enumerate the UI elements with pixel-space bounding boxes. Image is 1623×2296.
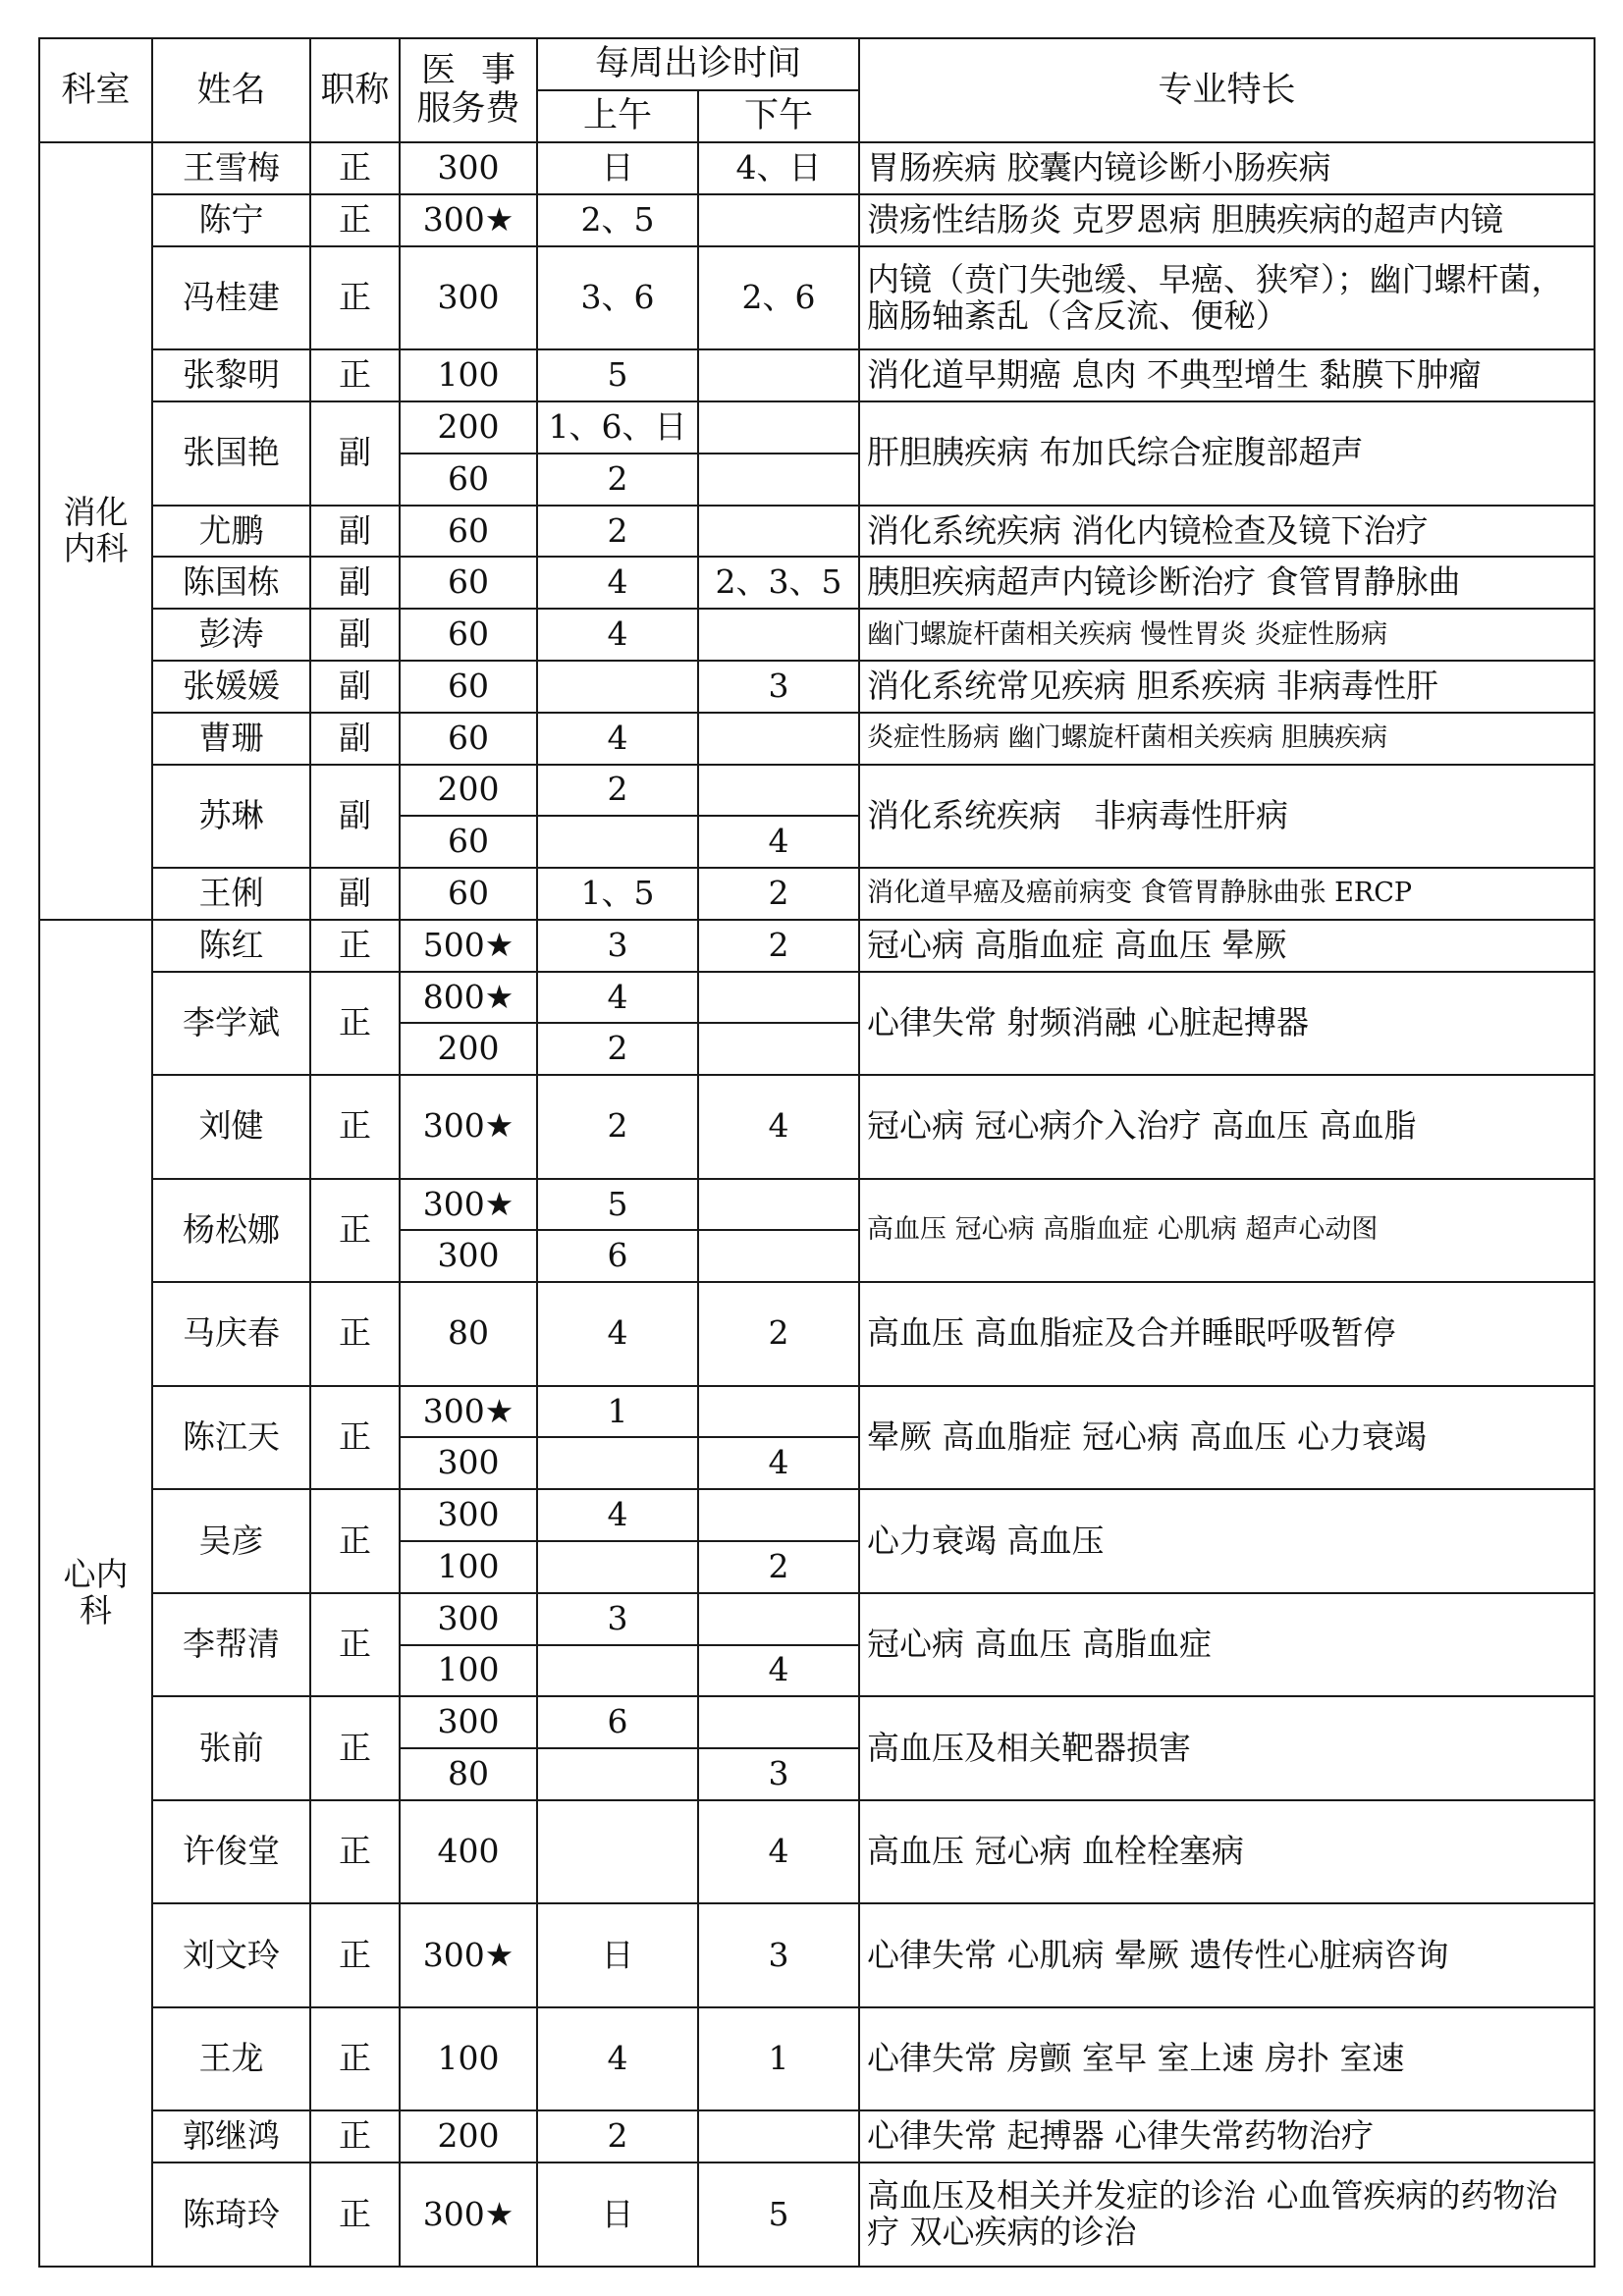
doctor-name: 王俐: [152, 868, 310, 920]
service-fee: 60: [400, 506, 537, 558]
service-fee: 300: [400, 246, 537, 350]
service-fee: 300: [400, 1593, 537, 1645]
header-pm: 下午: [698, 90, 859, 142]
doctor-row: [39, 2110, 1595, 2163]
doctor-title: 正: [310, 246, 400, 350]
doctor-name: 李学斌: [152, 972, 310, 1076]
doctor-title: 正: [310, 1800, 400, 1904]
specialty: 高血压 冠心病 血栓栓塞病: [859, 1800, 1595, 1904]
header-fee-char-2: 事: [480, 50, 515, 90]
clinic-am: [537, 1800, 698, 1904]
doctor-name: 王龙: [152, 2007, 310, 2111]
service-fee: 300★: [400, 1179, 537, 1231]
doctor-row: [39, 1489, 1595, 1541]
doctor-title: 副: [310, 765, 400, 869]
doctor-row: [39, 765, 1595, 817]
doctor-title: 副: [310, 609, 400, 661]
doctor-name: 冯桂建: [152, 246, 310, 350]
clinic-am: 日: [537, 142, 698, 194]
doctor-row: [39, 246, 1595, 350]
clinic-am: 4: [537, 609, 698, 661]
dept-cardiology: [39, 920, 152, 2267]
doctor-name: 吴彦: [152, 1489, 310, 1593]
specialty: 胰胆疾病超声内镜诊断治疗 食管胃静脉曲: [859, 557, 1595, 609]
doctor-title: 正: [310, 1696, 400, 1800]
clinic-pm: [698, 349, 859, 401]
clinic-am: 2: [537, 506, 698, 558]
clinic-pm: 1: [698, 2007, 859, 2111]
clinic-am: [537, 816, 698, 868]
clinic-am: [537, 1437, 698, 1489]
doctor-name: 王雪梅: [152, 142, 310, 194]
specialty: 消化系统疾病 非病毒性肝病: [859, 765, 1595, 869]
specialty: 心律失常 射频消融 心脏起搏器: [859, 972, 1595, 1076]
specialty: 心律失常 心肌病 晕厥 遗传性心脏病咨询: [859, 1903, 1595, 2007]
doctor-row: [39, 920, 1595, 972]
doctor-title: 正: [310, 1489, 400, 1593]
doctor-row: [39, 1386, 1595, 1438]
header-fee-line-2: 服务费: [416, 89, 520, 130]
clinic-am: 2: [537, 454, 698, 506]
service-fee: 200: [400, 1023, 537, 1075]
service-fee: 300: [400, 1437, 537, 1489]
doctor-name: 马庆春: [152, 1282, 310, 1386]
specialty: 内镜（贲门失弛缓、早癌、狭窄）；幽门螺杆菌，脑肠轴紊乱（含反流、便秘）: [859, 246, 1595, 350]
doctor-row: [39, 609, 1595, 661]
doctor-row: [39, 142, 1595, 194]
clinic-am: 4: [537, 972, 698, 1024]
clinic-pm: 4: [698, 816, 859, 868]
clinic-pm: [698, 1179, 859, 1231]
service-fee: 100: [400, 2007, 537, 2111]
clinic-am: 日: [537, 1903, 698, 2007]
header-specialty: 专业特长: [859, 38, 1595, 142]
clinic-pm: [698, 765, 859, 817]
service-fee: 300★: [400, 1386, 537, 1438]
clinic-pm: [698, 506, 859, 558]
clinic-am: 4: [537, 1282, 698, 1386]
service-fee: 500★: [400, 920, 537, 972]
clinic-pm: [698, 2110, 859, 2163]
specialty: 心律失常 房颤 室早 室上速 房扑 室速: [859, 2007, 1595, 2111]
doctor-title: 正: [310, 920, 400, 972]
clinic-pm: [698, 713, 859, 765]
doctor-title: 正: [310, 194, 400, 246]
clinic-am: 4: [537, 1489, 698, 1541]
service-fee: 60: [400, 713, 537, 765]
doctor-row: [39, 557, 1595, 609]
doctor-name: 陈琦玲: [152, 2163, 310, 2267]
service-fee: 200: [400, 2110, 537, 2163]
clinic-am: 4: [537, 557, 698, 609]
service-fee: 300★: [400, 2163, 537, 2267]
clinic-am: 4: [537, 2007, 698, 2111]
doctor-row: [39, 1696, 1595, 1748]
clinic-am: 日: [537, 2163, 698, 2267]
specialty: 幽门螺旋杆菌相关疾病 慢性胃炎 炎症性肠病: [859, 609, 1595, 661]
doctor-title: 正: [310, 1075, 400, 1179]
doctor-title: 正: [310, 1282, 400, 1386]
doctor-title: 副: [310, 557, 400, 609]
clinic-pm: 5: [698, 2163, 859, 2267]
doctor-title: 副: [310, 506, 400, 558]
doctor-row: [39, 972, 1595, 1024]
dept-gastroenterology-line-1: 消化: [63, 493, 129, 532]
doctor-name: 苏琳: [152, 765, 310, 869]
dept-gastroenterology: [39, 142, 152, 919]
header-weekly-hours: 每周出诊时间: [537, 38, 859, 90]
service-fee: 800★: [400, 972, 537, 1024]
clinic-pm: [698, 454, 859, 506]
clinic-pm: 2: [698, 920, 859, 972]
doctor-name: 尤鹏: [152, 506, 310, 558]
doctor-row: [39, 1282, 1595, 1386]
header-name: 姓名: [152, 38, 310, 142]
specialty: 心律失常 起搏器 心律失常药物治疗: [859, 2110, 1595, 2163]
doctor-row: [39, 2163, 1595, 2267]
doctor-title: 正: [310, 142, 400, 194]
specialty: 心力衰竭 高血压: [859, 1489, 1595, 1593]
specialty: 冠心病 高血压 高脂血症: [859, 1593, 1595, 1697]
doctor-name: 许俊堂: [152, 1800, 310, 1904]
clinic-schedule-table: [38, 37, 1596, 2268]
doctor-name: 张媛媛: [152, 661, 310, 713]
clinic-am: 1、6、日: [537, 401, 698, 454]
doctor-row: [39, 1800, 1595, 1904]
clinic-am: 2、5: [537, 194, 698, 246]
service-fee: 100: [400, 1541, 537, 1593]
clinic-am: [537, 1541, 698, 1593]
doctor-name: 张前: [152, 1696, 310, 1800]
specialty: 消化道早癌及癌前病变 食管胃静脉曲张 ERCP: [859, 868, 1595, 920]
service-fee: 300: [400, 1230, 537, 1282]
doctor-row: [39, 1903, 1595, 2007]
specialty: 冠心病 冠心病介入治疗 高血压 高血脂: [859, 1075, 1595, 1179]
clinic-pm: [698, 609, 859, 661]
dept-cardiology-line-2: 科: [80, 1590, 112, 1629]
header-fee-char-1: 医: [421, 50, 463, 90]
service-fee: 60: [400, 816, 537, 868]
specialty: 高血压 高血脂症及合并睡眠呼吸暂停: [859, 1282, 1595, 1386]
doctor-row: [39, 349, 1595, 401]
doctor-title: 正: [310, 2007, 400, 2111]
service-fee: 60: [400, 609, 537, 661]
service-fee: 100: [400, 349, 537, 401]
clinic-pm: 4、日: [698, 142, 859, 194]
clinic-am: 3、6: [537, 246, 698, 350]
dept-cardiology-line-1: 心内: [63, 1554, 129, 1593]
clinic-am: 1、5: [537, 868, 698, 920]
doctor-name: 张国艳: [152, 401, 310, 506]
clinic-pm: [698, 1386, 859, 1438]
clinic-pm: [698, 401, 859, 454]
doctor-title: 正: [310, 972, 400, 1076]
doctor-name: 彭涛: [152, 609, 310, 661]
specialty: 高血压 冠心病 高脂血症 心肌病 超声心动图: [859, 1179, 1595, 1283]
header-fee: [400, 38, 537, 142]
doctor-row: [39, 506, 1595, 558]
clinic-pm: [698, 1230, 859, 1282]
service-fee: 400: [400, 1800, 537, 1904]
service-fee: 300: [400, 1696, 537, 1748]
service-fee: 200: [400, 765, 537, 817]
clinic-am: [537, 1748, 698, 1800]
doctor-name: 李帮清: [152, 1593, 310, 1697]
clinic-am: 3: [537, 1593, 698, 1645]
header-dept: 科室: [39, 38, 152, 142]
doctor-row: [39, 401, 1595, 454]
clinic-am: [537, 1645, 698, 1697]
specialty: 消化道早期癌 息肉 不典型增生 黏膜下肿瘤: [859, 349, 1595, 401]
service-fee: 60: [400, 454, 537, 506]
clinic-pm: 3: [698, 1903, 859, 2007]
service-fee: 60: [400, 557, 537, 609]
doctor-title: 正: [310, 1179, 400, 1283]
clinic-am: 2: [537, 1075, 698, 1179]
doctor-row: [39, 1179, 1595, 1231]
clinic-pm: [698, 1489, 859, 1541]
header-title: 职称: [310, 38, 400, 142]
clinic-pm: 4: [698, 1800, 859, 1904]
clinic-am: [537, 661, 698, 713]
specialty: 肝胆胰疾病 布加氏综合症腹部超声: [859, 401, 1595, 506]
service-fee: 60: [400, 661, 537, 713]
doctor-row: [39, 661, 1595, 713]
header-am: 上午: [537, 90, 698, 142]
clinic-pm: 2、6: [698, 246, 859, 350]
clinic-pm: 2: [698, 868, 859, 920]
doctor-name: 曹珊: [152, 713, 310, 765]
clinic-am: 6: [537, 1696, 698, 1748]
service-fee: 200: [400, 401, 537, 454]
clinic-am: 2: [537, 765, 698, 817]
doctor-title: 正: [310, 1386, 400, 1490]
doctor-title: 正: [310, 2163, 400, 2267]
doctor-row: [39, 194, 1595, 246]
doctor-title: 副: [310, 868, 400, 920]
doctor-title: 正: [310, 1903, 400, 2007]
doctor-row: [39, 868, 1595, 920]
service-fee: 300★: [400, 1903, 537, 2007]
doctor-name: 刘健: [152, 1075, 310, 1179]
doctor-title: 副: [310, 713, 400, 765]
clinic-pm: [698, 972, 859, 1024]
service-fee: 300★: [400, 1075, 537, 1179]
clinic-pm: [698, 1023, 859, 1075]
service-fee: 80: [400, 1748, 537, 1800]
service-fee: 60: [400, 868, 537, 920]
doctor-row: [39, 2007, 1595, 2111]
doctor-row: [39, 1075, 1595, 1179]
clinic-am: 1: [537, 1386, 698, 1438]
doctor-title: 副: [310, 401, 400, 506]
doctor-name: 陈红: [152, 920, 310, 972]
service-fee: 100: [400, 1645, 537, 1697]
doctor-title: 正: [310, 349, 400, 401]
clinic-pm: [698, 1696, 859, 1748]
clinic-pm: 3: [698, 661, 859, 713]
clinic-pm: [698, 194, 859, 246]
dept-gastroenterology-line-2: 内科: [63, 529, 129, 568]
clinic-pm: 4: [698, 1075, 859, 1179]
doctor-name: 刘文玲: [152, 1903, 310, 2007]
clinic-pm: 3: [698, 1748, 859, 1800]
doctor-name: 张黎明: [152, 349, 310, 401]
doctor-name: 杨松娜: [152, 1179, 310, 1283]
service-fee: 300: [400, 142, 537, 194]
doctor-title: 正: [310, 2110, 400, 2163]
doctor-title: 正: [310, 1593, 400, 1697]
doctor-name: 陈宁: [152, 194, 310, 246]
specialty: 冠心病 高脂血症 高血压 晕厥: [859, 920, 1595, 972]
clinic-am: 2: [537, 2110, 698, 2163]
doctor-row: [39, 713, 1595, 765]
service-fee: 300★: [400, 194, 537, 246]
doctor-name: 陈国栋: [152, 557, 310, 609]
doctor-name: 郭继鸿: [152, 2110, 310, 2163]
doctor-title: 副: [310, 661, 400, 713]
clinic-am: 5: [537, 349, 698, 401]
clinic-am: 2: [537, 1023, 698, 1075]
clinic-am: 3: [537, 920, 698, 972]
specialty: 高血压及相关并发症的诊治 心血管疾病的药物治疗 双心疾病的诊治: [859, 2163, 1595, 2267]
specialty: 胃肠疾病 胶囊内镜诊断小肠疾病: [859, 142, 1595, 194]
clinic-pm: 4: [698, 1645, 859, 1697]
doctor-row: [39, 1593, 1595, 1645]
clinic-am: 4: [537, 713, 698, 765]
clinic-pm: 2: [698, 1282, 859, 1386]
specialty: 炎症性肠病 幽门螺旋杆菌相关疾病 胆胰疾病: [859, 713, 1595, 765]
clinic-am: 6: [537, 1230, 698, 1282]
specialty: 溃疡性结肠炎 克罗恩病 胆胰疾病的超声内镜: [859, 194, 1595, 246]
specialty: 消化系统疾病 消化内镜检查及镜下治疗: [859, 506, 1595, 558]
specialty: 晕厥 高血脂症 冠心病 高血压 心力衰竭: [859, 1386, 1595, 1490]
specialty: 消化系统常见疾病 胆系疾病 非病毒性肝: [859, 661, 1595, 713]
clinic-pm: 4: [698, 1437, 859, 1489]
clinic-pm: 2: [698, 1541, 859, 1593]
service-fee: 80: [400, 1282, 537, 1386]
clinic-pm: [698, 1593, 859, 1645]
specialty: 高血压及相关靶器损害: [859, 1696, 1595, 1800]
doctor-name: 陈江天: [152, 1386, 310, 1490]
service-fee: 300: [400, 1489, 537, 1541]
clinic-am: 5: [537, 1179, 698, 1231]
clinic-pm: 2、3、5: [698, 557, 859, 609]
